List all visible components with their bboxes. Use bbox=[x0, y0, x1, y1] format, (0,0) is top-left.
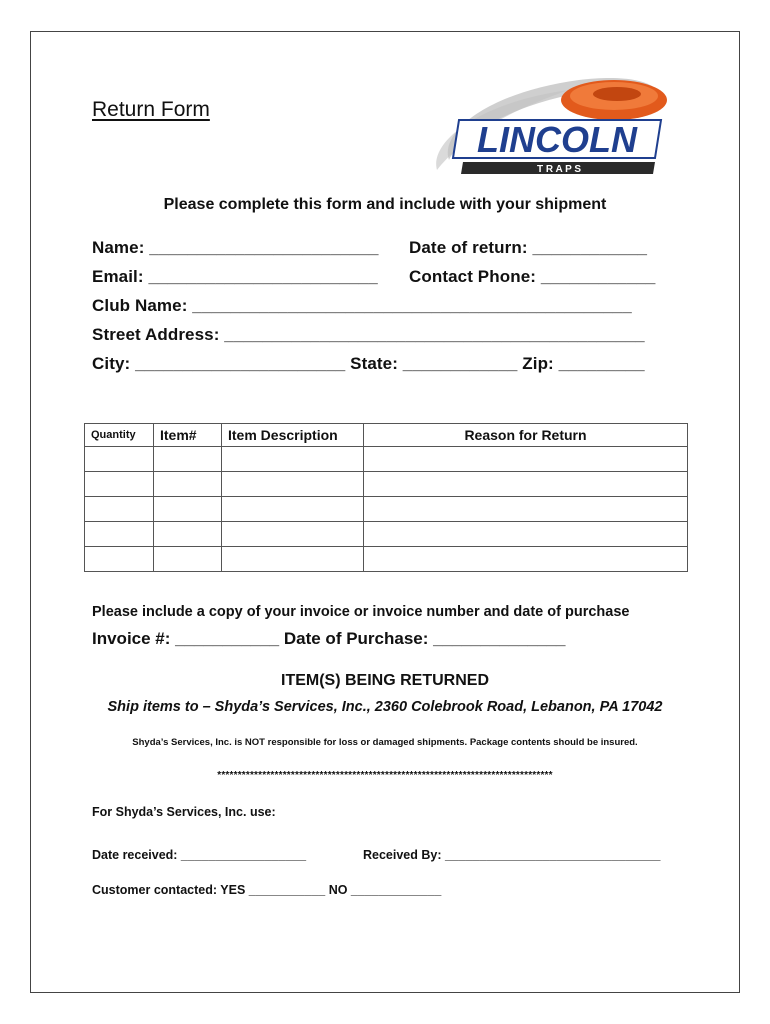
form-title: Return Form bbox=[92, 98, 210, 121]
table-header-row bbox=[85, 424, 688, 447]
date-of-return-field[interactable]: Date of return: ____________ bbox=[409, 238, 648, 257]
table-row bbox=[85, 447, 688, 472]
contact-phone-field[interactable]: Contact Phone: ____________ bbox=[409, 267, 656, 286]
header-item-description: Item Description bbox=[222, 424, 364, 447]
quantity-cell[interactable] bbox=[85, 447, 154, 472]
customer-contacted-field[interactable]: Customer contacted: YES ___________ NO _____________ bbox=[92, 883, 442, 897]
item-number-cell[interactable] bbox=[154, 472, 222, 497]
logo-sub-text: T R A P S bbox=[536, 164, 582, 175]
header-reason-for-return: Reason for Return bbox=[364, 424, 688, 447]
quantity-cell[interactable] bbox=[85, 497, 154, 522]
header-quantity: Quantity bbox=[85, 424, 154, 447]
header-item-number: Item# bbox=[154, 424, 222, 447]
item-number-cell[interactable] bbox=[154, 497, 222, 522]
table-row bbox=[85, 472, 688, 497]
form-page bbox=[30, 31, 740, 993]
items-returned-heading: ITEM(S) BEING RETURNED bbox=[281, 672, 489, 689]
item-description-cell[interactable] bbox=[222, 547, 364, 572]
office-use-label: For Shyda’s Services, Inc. use: bbox=[92, 805, 276, 819]
received-by-field[interactable]: Received By: _______________________________ bbox=[363, 848, 661, 862]
reason-cell[interactable] bbox=[364, 547, 688, 572]
table-row bbox=[85, 522, 688, 547]
city-state-zip-field[interactable]: City: ______________________ State: ____________ Zip: _________ bbox=[92, 354, 645, 373]
quantity-cell[interactable] bbox=[85, 472, 154, 497]
reason-cell[interactable] bbox=[364, 522, 688, 547]
quantity-cell[interactable] bbox=[85, 547, 154, 572]
separator-line: ********************************************************************************** bbox=[217, 770, 553, 781]
date-received-field[interactable]: Date received: __________________ bbox=[92, 848, 307, 862]
reason-cell[interactable] bbox=[364, 472, 688, 497]
item-description-cell[interactable] bbox=[222, 522, 364, 547]
item-description-cell[interactable] bbox=[222, 472, 364, 497]
return-items-table bbox=[84, 423, 688, 572]
invoice-date-of-purchase-field[interactable]: Invoice #: ___________ Date of Purchase: ______________ bbox=[92, 629, 566, 648]
street-address-field[interactable]: Street Address: ____________________________________________ bbox=[92, 325, 645, 344]
email-field[interactable]: Email: ________________________ bbox=[92, 267, 378, 286]
item-description-cell[interactable] bbox=[222, 447, 364, 472]
shipping-disclaimer: Shyda’s Services, Inc. is NOT responsible for loss or damaged shipments. Package contents should be insured. bbox=[132, 737, 638, 748]
item-description-cell[interactable] bbox=[222, 497, 364, 522]
logo-brand-text: LINCOLN bbox=[477, 119, 637, 160]
ship-to-address: Ship items to – Shyda’s Services, Inc., 2360 Colebrook Road, Lebanon, PA 17042 bbox=[107, 699, 663, 715]
item-number-cell[interactable] bbox=[154, 547, 222, 572]
reason-cell[interactable] bbox=[364, 497, 688, 522]
item-number-cell[interactable] bbox=[154, 522, 222, 547]
table-row bbox=[85, 497, 688, 522]
name-field[interactable]: Name: ________________________ bbox=[92, 238, 379, 257]
quantity-cell[interactable] bbox=[85, 522, 154, 547]
club-name-field[interactable]: Club Name: ______________________________________________ bbox=[92, 296, 632, 315]
invoice-note: Please include a copy of your invoice or invoice number and date of purchase bbox=[92, 604, 630, 620]
item-number-cell[interactable] bbox=[154, 447, 222, 472]
lincoln-traps-logo bbox=[429, 62, 669, 180]
form-subtitle: Please complete this form and include with your shipment bbox=[163, 196, 607, 213]
reason-cell[interactable] bbox=[364, 447, 688, 472]
table-row bbox=[85, 547, 688, 572]
